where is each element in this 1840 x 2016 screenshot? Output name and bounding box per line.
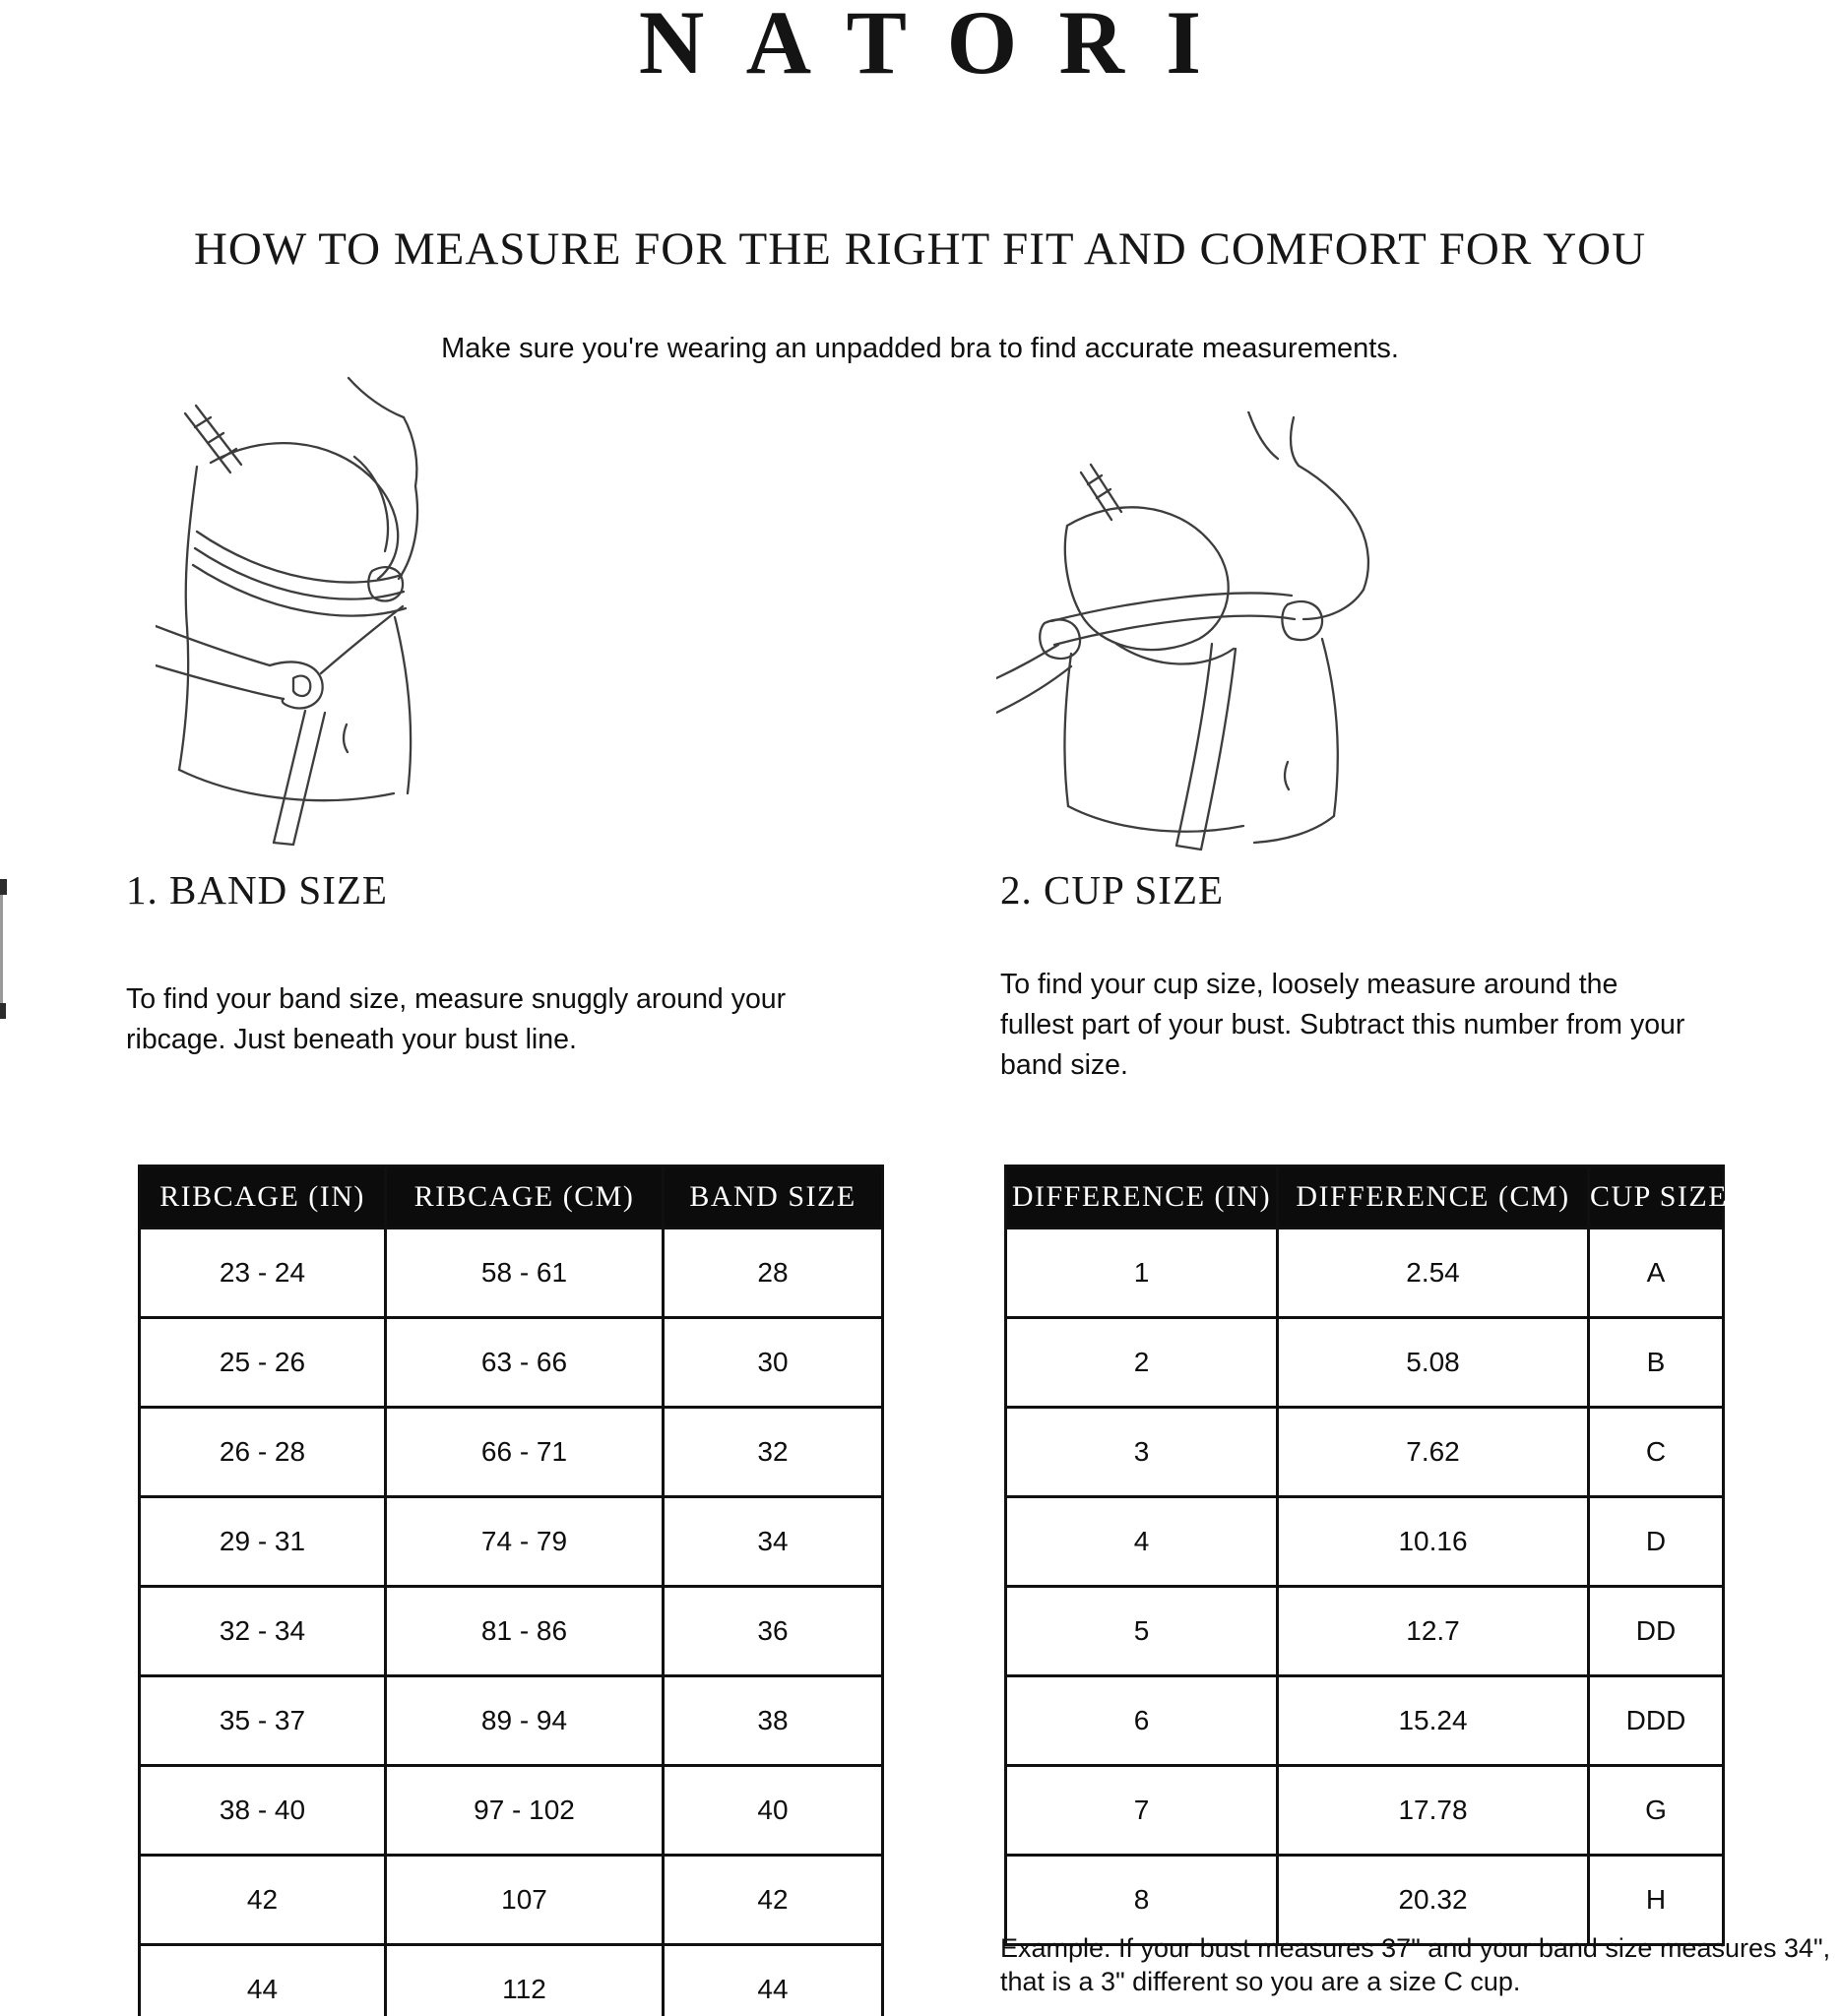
table-cell: 2.54	[1278, 1228, 1589, 1318]
scan-artifact-mark	[0, 879, 7, 895]
table-cell: B	[1589, 1318, 1724, 1408]
column-header: DIFFERENCE (IN)	[1006, 1166, 1278, 1228]
band-size-description	[126, 979, 786, 1060]
table-cell: 25 - 26	[140, 1318, 386, 1408]
table-cell: 26 - 28	[140, 1408, 386, 1497]
table-cell: 40	[664, 1766, 883, 1856]
band-size-table	[138, 1165, 884, 2016]
table-cell: 2	[1006, 1318, 1278, 1408]
table-cell: 4	[1006, 1497, 1278, 1587]
text-line: To find your cup size, loosely measure around the	[1000, 969, 1618, 1000]
table-cell: 3	[1006, 1408, 1278, 1497]
table-cell: 58 - 61	[386, 1228, 664, 1318]
text-line: ribcage. Just beneath your bust line.	[126, 1024, 577, 1055]
table-header-row	[1006, 1166, 1724, 1228]
table-row	[1006, 1228, 1724, 1318]
table-cell: 12.7	[1278, 1587, 1589, 1676]
table-cell: 5	[1006, 1587, 1278, 1676]
table-cell: 7.62	[1278, 1408, 1589, 1497]
sizing-example-note	[1000, 1931, 1830, 1998]
scan-artifact-line	[0, 881, 3, 1019]
text-line: Example: If your bust measures 37" and your band size measures 34",	[1000, 1933, 1831, 1963]
table-cell: 23 - 24	[140, 1228, 386, 1318]
brand-logo: NATORI	[638, 0, 1243, 93]
table-cell: 8	[1006, 1856, 1278, 1945]
table-row	[140, 1408, 883, 1497]
column-header: CUP SIZE	[1589, 1166, 1724, 1228]
table-row	[140, 1856, 883, 1945]
band-measure-illustration	[156, 376, 451, 853]
text-line: To find your band size, measure snuggly around your	[126, 983, 787, 1015]
cup-size-heading: 2. CUP SIZE	[1000, 867, 1225, 913]
text-line: fullest part of your bust. Subtract this number from your	[1000, 1009, 1685, 1040]
table-cell: A	[1589, 1228, 1724, 1318]
table-cell: 7	[1006, 1766, 1278, 1856]
table-cell: D	[1589, 1497, 1724, 1587]
table-cell: DDD	[1589, 1676, 1724, 1766]
table-row	[1006, 1318, 1724, 1408]
table-cell: 107	[386, 1856, 664, 1945]
table-cell: 42	[140, 1856, 386, 1945]
table-cell: 97 - 102	[386, 1766, 664, 1856]
table-cell: 66 - 71	[386, 1408, 664, 1497]
column-header: BAND SIZE	[664, 1166, 883, 1228]
table-cell: 10.16	[1278, 1497, 1589, 1587]
table-cell: DD	[1589, 1587, 1724, 1676]
table-cell: H	[1589, 1856, 1724, 1945]
band-measure-line-art	[156, 376, 451, 849]
cup-size-table	[1004, 1165, 1729, 1946]
cup-size-description	[1000, 965, 1684, 1086]
table-cell: 42	[664, 1856, 883, 1945]
cup-measure-illustration	[996, 411, 1420, 859]
table-row	[1006, 1408, 1724, 1497]
table-row	[1006, 1587, 1724, 1676]
table-cell: 36	[664, 1587, 883, 1676]
table-row	[1006, 1676, 1724, 1766]
band-size-heading: 1. BAND SIZE	[126, 867, 388, 913]
table-cell: 20.32	[1278, 1856, 1589, 1945]
table-cell: 30	[664, 1318, 883, 1408]
table-row	[140, 1676, 883, 1766]
table-cell: G	[1589, 1766, 1724, 1856]
page-subtitle: Make sure you're wearing an unpadded bra to find accurate measurements.	[441, 333, 1399, 364]
table-cell: 89 - 94	[386, 1676, 664, 1766]
table-row	[1006, 1766, 1724, 1856]
table-cell: 38	[664, 1676, 883, 1766]
table-cell: 28	[664, 1228, 883, 1318]
table-cell: 74 - 79	[386, 1497, 664, 1587]
table-cell: 112	[386, 1945, 664, 2016]
table-cell: 17.78	[1278, 1766, 1589, 1856]
cup-measure-line-art	[996, 411, 1420, 854]
scan-artifact-mark	[0, 1003, 6, 1019]
table-cell: 6	[1006, 1676, 1278, 1766]
table-row	[140, 1318, 883, 1408]
table-cell: 1	[1006, 1228, 1278, 1318]
table-row	[140, 1228, 883, 1318]
table-cell: 35 - 37	[140, 1676, 386, 1766]
column-header: DIFFERENCE (CM)	[1278, 1166, 1589, 1228]
table-cell: 63 - 66	[386, 1318, 664, 1408]
page-title: HOW TO MEASURE FOR THE RIGHT FIT AND COMFORT FOR YOU	[193, 223, 1647, 275]
table-cell: 5.08	[1278, 1318, 1589, 1408]
text-line: that is a 3" different so you are a size C cup.	[1000, 1967, 1521, 1996]
table-row	[140, 1945, 883, 2016]
table-cell: 29 - 31	[140, 1497, 386, 1587]
table-cell: 15.24	[1278, 1676, 1589, 1766]
column-header: RIBCAGE (CM)	[386, 1166, 664, 1228]
table-row	[140, 1497, 883, 1587]
column-header: RIBCAGE (IN)	[140, 1166, 386, 1228]
table-row	[140, 1766, 883, 1856]
table-cell: 44	[664, 1945, 883, 2016]
table-cell: 32	[664, 1408, 883, 1497]
table-cell: C	[1589, 1408, 1724, 1497]
table-cell: 32 - 34	[140, 1587, 386, 1676]
table-header-row	[140, 1166, 883, 1228]
table-cell: 81 - 86	[386, 1587, 664, 1676]
table-cell: 34	[664, 1497, 883, 1587]
table-cell: 44	[140, 1945, 386, 2016]
table-cell: 38 - 40	[140, 1766, 386, 1856]
table-row	[140, 1587, 883, 1676]
table-row	[1006, 1497, 1724, 1587]
text-line: band size.	[1000, 1049, 1128, 1081]
